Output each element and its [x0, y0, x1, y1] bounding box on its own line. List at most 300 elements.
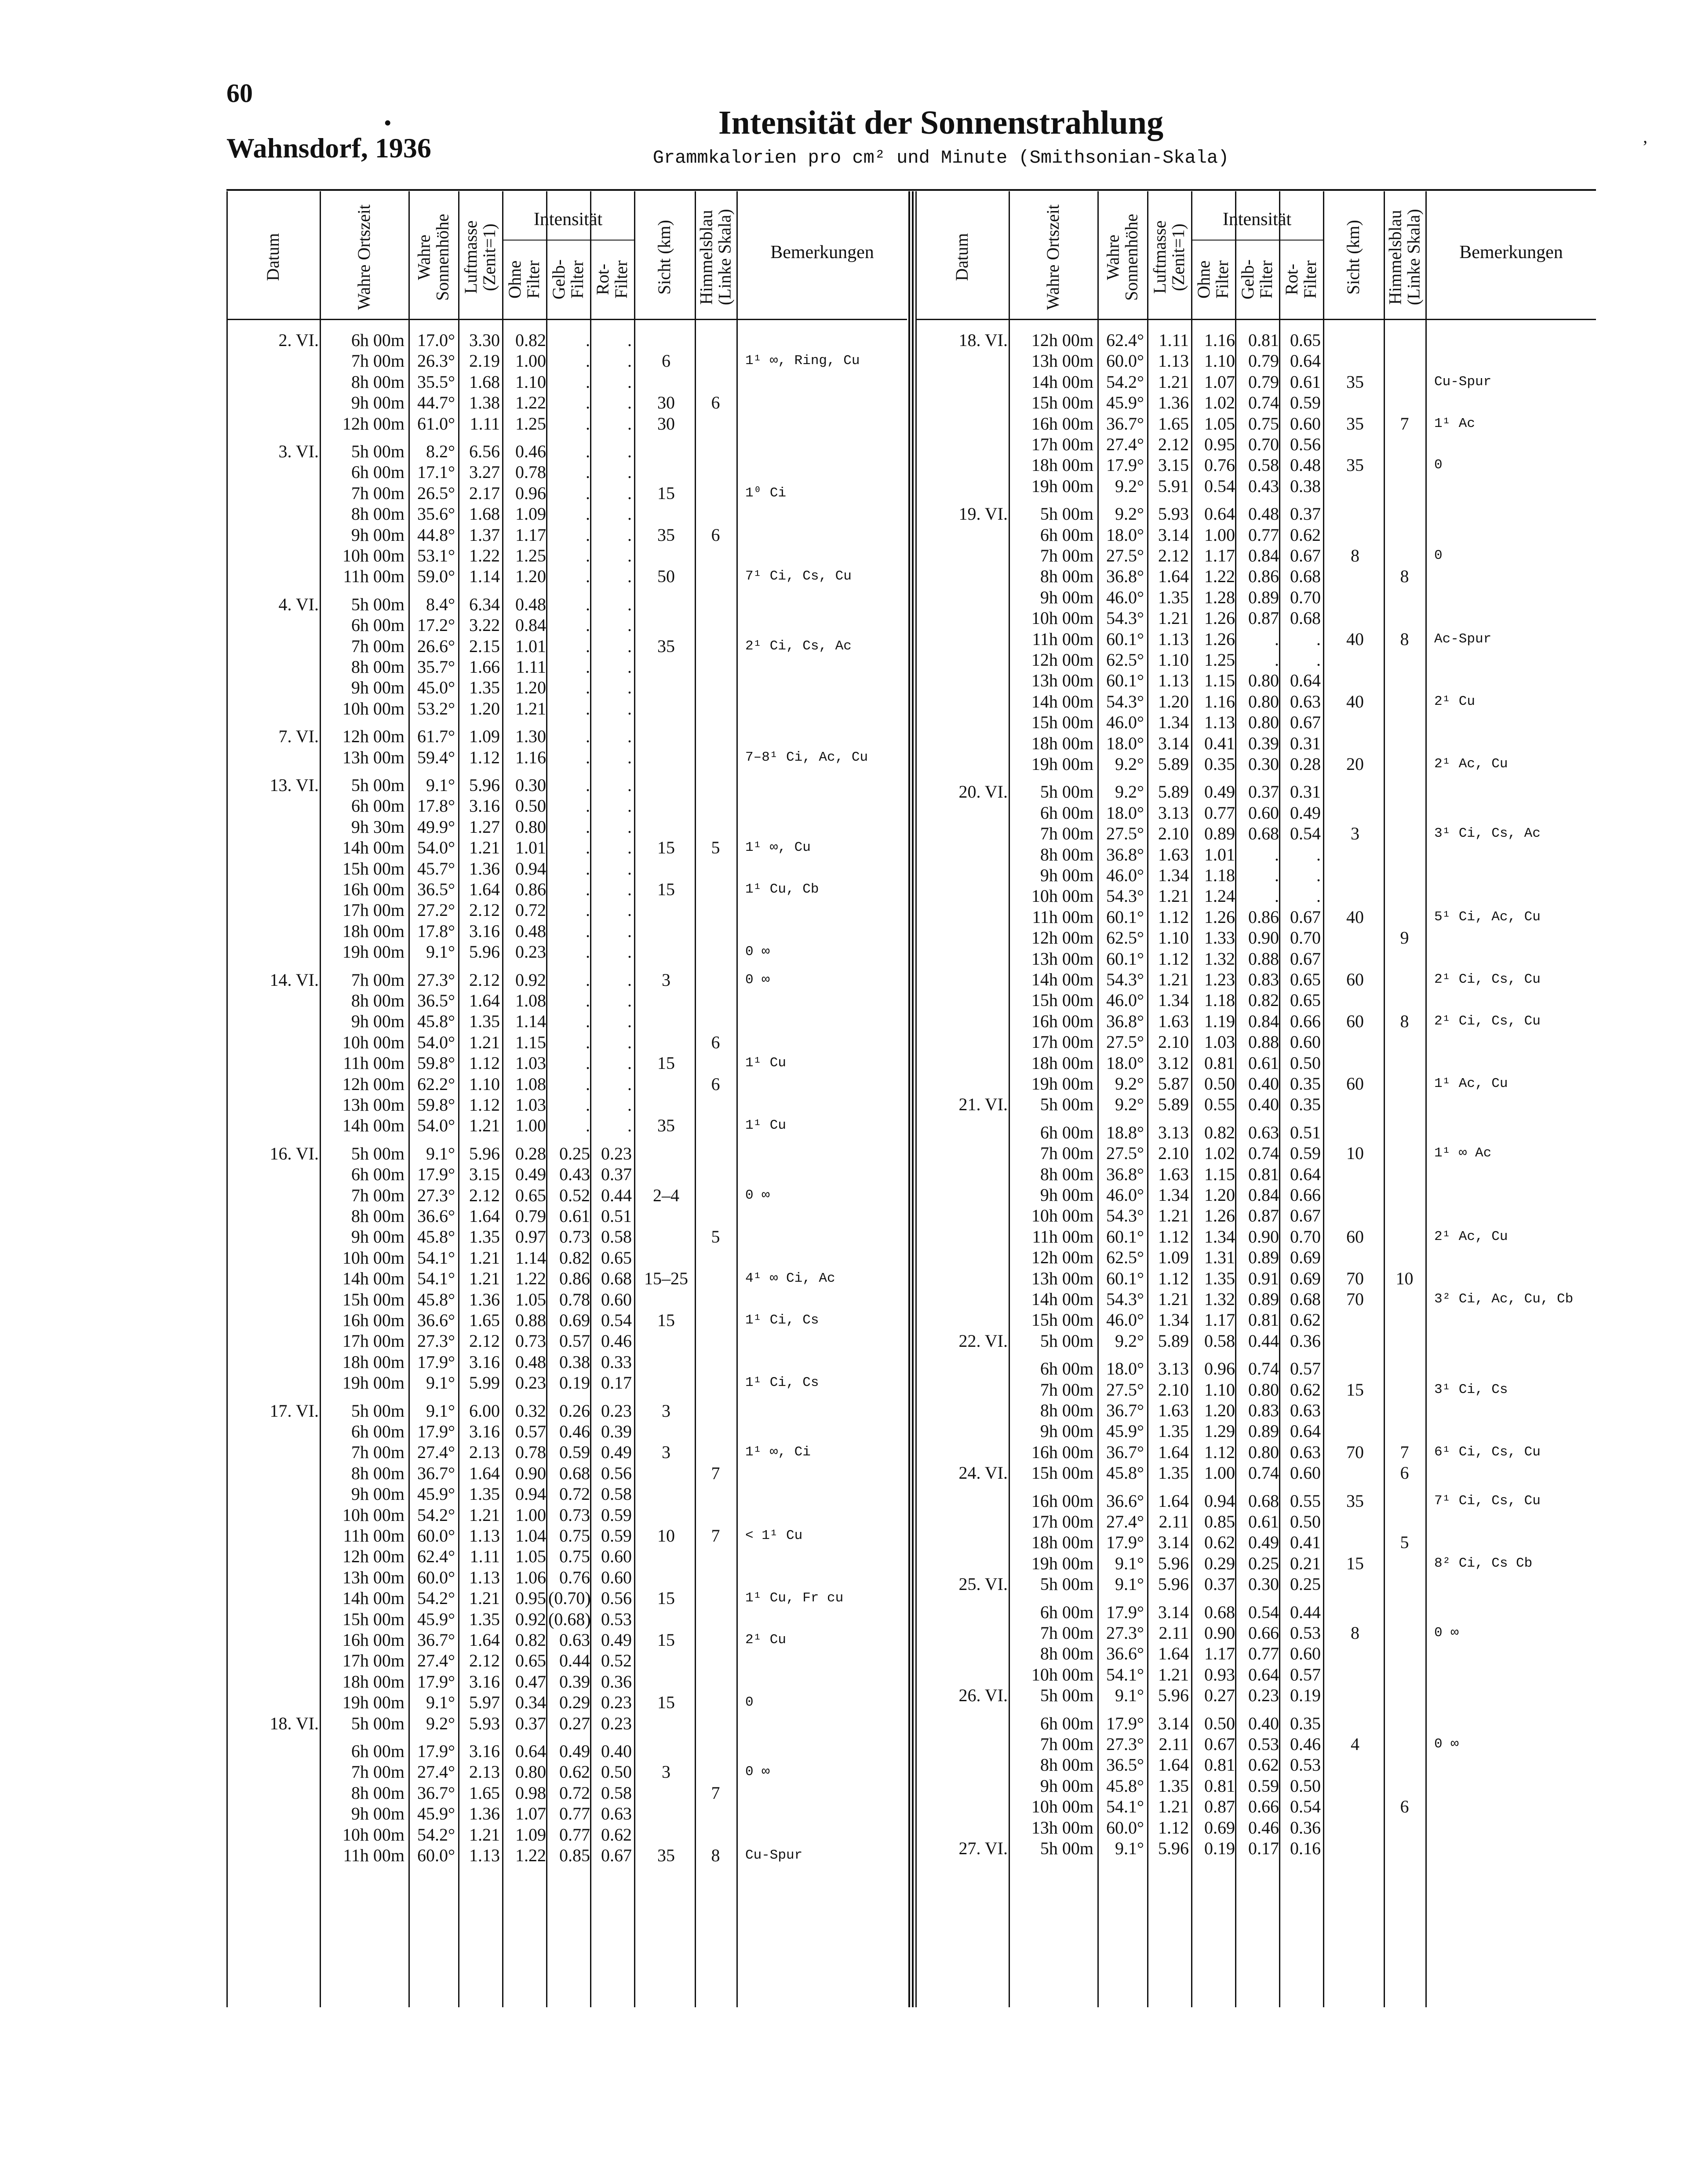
table-row — [226, 1074, 907, 1094]
table-row — [915, 330, 1596, 350]
airmass-cell: 5.97 — [469, 1692, 500, 1713]
intensity-ohne-cell: 0.65 — [515, 1651, 546, 1671]
table-row — [915, 1289, 1596, 1309]
intensity-gelb-cell: . — [586, 879, 590, 899]
intensity-rot-cell: 0.37 — [601, 1164, 632, 1185]
time-cell: 5h 00m — [1040, 1838, 1093, 1858]
intensity-ohne-cell: 1.07 — [1204, 372, 1235, 392]
intensity-gelb-cell: 0.86 — [1248, 907, 1279, 927]
intensity-ohne-cell: 0.89 — [1204, 824, 1235, 844]
intensity-gelb-cell: . — [1275, 865, 1279, 885]
time-cell: 12h 00m — [342, 1546, 404, 1567]
time-cell: 16h 00m — [1031, 413, 1093, 434]
intensity-gelb-cell: . — [586, 594, 590, 614]
intensity-rot-cell: 0.65 — [1290, 990, 1321, 1010]
table-row — [226, 1310, 907, 1331]
intensity-gelb-cell: . — [586, 858, 590, 879]
intensity-gelb-cell: 0.19 — [559, 1373, 590, 1393]
table-row — [226, 1845, 907, 1866]
bemerkung-cell: 1¹ Cu — [745, 1055, 787, 1071]
intensity-gelb-cell: 0.70 — [1248, 434, 1279, 454]
airmass-cell: 1.38 — [469, 393, 500, 413]
table-row — [915, 608, 1596, 628]
intensity-ohne-cell: 1.16 — [515, 747, 546, 767]
table-row — [226, 615, 907, 635]
time-cell: 14h 00m — [342, 1269, 404, 1289]
sicht-cell: 60 — [1346, 1011, 1364, 1031]
airmass-cell: 1.13 — [469, 1845, 500, 1865]
bemerkung-cell: 1¹ Ci, Cs — [745, 1313, 819, 1328]
altitude-cell: 26.3° — [417, 351, 455, 371]
airmass-cell: 1.21 — [469, 1269, 500, 1289]
altitude-cell: 27.5° — [1106, 1143, 1144, 1163]
table-row — [915, 1421, 1596, 1441]
table-row — [226, 1650, 907, 1671]
intensity-rot-cell: 0.67 — [1290, 907, 1321, 927]
intensity-ohne-cell: 0.23 — [515, 1373, 546, 1393]
intensity-ohne-cell: 0.50 — [1204, 1713, 1235, 1733]
intensity-ohne-cell: 1.19 — [1204, 1011, 1235, 1031]
intensity-gelb-cell: 0.69 — [559, 1310, 590, 1330]
intensity-gelb-cell: 0.83 — [1248, 970, 1279, 989]
altitude-cell: 62.5° — [1106, 1247, 1144, 1268]
intensity-gelb-cell: 0.58 — [1248, 455, 1279, 475]
intensity-gelb-cell: (0.70) — [548, 1588, 591, 1608]
altitude-cell: 17.9° — [417, 1671, 455, 1692]
intensity-rot-cell: 0.69 — [1290, 1247, 1321, 1268]
table-row — [226, 392, 907, 413]
intensity-gelb-cell: 0.30 — [1248, 754, 1279, 774]
sicht-cell: 15 — [657, 1630, 675, 1650]
intensity-gelb-cell: 0.91 — [1248, 1268, 1279, 1288]
airmass-cell: 1.21 — [1158, 608, 1189, 628]
altitude-cell: 35.6° — [417, 504, 455, 524]
intensity-ohne-cell: 0.48 — [515, 921, 546, 941]
airmass-cell: 1.65 — [469, 1310, 500, 1330]
intensity-gelb-cell: 0.25 — [1248, 1553, 1279, 1573]
intensity-rot-cell: 0.66 — [1290, 1185, 1321, 1205]
header-rot-filter: Rot- Filter — [593, 260, 631, 299]
time-cell: 8h 00m — [1040, 1644, 1093, 1664]
intensity-rot-cell: . — [627, 838, 632, 858]
time-cell: 5h 00m — [1040, 1574, 1093, 1594]
intensity-ohne-cell: 1.03 — [515, 1053, 546, 1073]
intensity-gelb-cell: 0.43 — [1248, 476, 1279, 496]
intensity-rot-cell: . — [627, 796, 632, 816]
altitude-cell: 54.3° — [1106, 970, 1144, 989]
intensity-rot-cell: 0.60 — [1290, 1463, 1321, 1483]
intensity-gelb-cell: 0.80 — [1248, 1379, 1279, 1400]
intensity-gelb-cell: 0.88 — [1248, 948, 1279, 969]
table-row — [915, 1164, 1596, 1185]
header-bottom-rule — [915, 319, 1596, 320]
table-row — [226, 525, 907, 545]
intensity-rot-cell: 0.64 — [1290, 1164, 1321, 1184]
intensity-gelb-cell: 0.77 — [1248, 525, 1279, 545]
altitude-cell: 36.5° — [1106, 1755, 1144, 1775]
intensity-ohne-cell: 0.64 — [515, 1741, 546, 1761]
altitude-cell: 27.3° — [1106, 1623, 1144, 1643]
airmass-cell: 1.65 — [469, 1783, 500, 1803]
time-cell: 8h 00m — [1040, 1755, 1093, 1775]
intensity-ohne-cell: 1.26 — [1204, 629, 1235, 649]
intensity-rot-cell: 0.56 — [1290, 434, 1321, 454]
altitude-cell: 60.1° — [1106, 948, 1144, 969]
bemerkung-cell: 7¹ Ci, Cs, Cu — [1434, 1493, 1541, 1509]
time-cell: 6h 00m — [1040, 525, 1093, 545]
intensity-rot-cell: 0.23 — [601, 1400, 632, 1421]
altitude-cell: 54.1° — [1106, 1664, 1144, 1684]
table-row — [915, 691, 1596, 712]
airmass-cell: 3.13 — [1158, 1359, 1189, 1379]
sicht-cell: 6 — [662, 351, 670, 371]
bemerkung-cell: 0 ∞ — [1434, 1625, 1459, 1641]
table-row — [915, 1574, 1596, 1594]
airmass-cell: 3.16 — [469, 1671, 500, 1692]
intensity-ohne-cell: 0.77 — [1204, 802, 1235, 823]
time-cell: 19h 00m — [342, 1373, 404, 1393]
intensity-ohne-cell: 1.22 — [1204, 566, 1235, 587]
time-cell: 5h 00m — [351, 1713, 404, 1733]
intensity-rot-cell: 0.59 — [1290, 1143, 1321, 1163]
intensity-rot-cell: 0.49 — [1290, 802, 1321, 823]
altitude-cell: 54.3° — [1106, 1206, 1144, 1226]
intensity-ohne-cell: 1.17 — [515, 525, 546, 545]
intensity-rot-cell: 0.64 — [1290, 351, 1321, 371]
intensity-rot-cell: . — [1316, 844, 1321, 864]
airmass-cell: 3.13 — [1158, 1122, 1189, 1142]
intensity-gelb-cell: 0.80 — [1248, 1442, 1279, 1462]
time-cell: 12h 00m — [342, 1074, 404, 1094]
intensity-rot-cell: 0.58 — [601, 1227, 632, 1247]
time-cell: 11h 00m — [343, 1526, 404, 1546]
intensity-gelb-cell: 0.63 — [1248, 1122, 1279, 1142]
himmelsblau-cell: 5 — [1400, 1532, 1409, 1553]
intensity-gelb-cell: 0.74 — [1248, 393, 1279, 413]
table-row — [226, 970, 907, 990]
intensity-ohne-cell: 0.87 — [1204, 1797, 1235, 1817]
intensity-rot-cell: . — [627, 615, 632, 635]
page-title: Intensität der Sonnenstrahlung — [718, 104, 1164, 141]
table-row — [226, 1824, 907, 1845]
table-row — [226, 1567, 907, 1588]
intensity-ohne-cell: 0.41 — [1204, 733, 1235, 753]
intensity-ohne-cell: 0.32 — [515, 1400, 546, 1421]
himmelsblau-cell: 8 — [1400, 1011, 1409, 1031]
altitude-cell: 27.4° — [1106, 1512, 1144, 1531]
intensity-rot-cell: 0.52 — [601, 1651, 632, 1671]
altitude-cell: 17.9° — [417, 1741, 455, 1761]
table-row — [915, 733, 1596, 754]
header-gelb-filter: Gelb- Filter — [1238, 259, 1276, 300]
table-row — [915, 350, 1596, 371]
intensity-gelb-cell: . — [1275, 844, 1279, 864]
intensity-gelb-cell: 0.89 — [1248, 1421, 1279, 1441]
time-cell: 9h 00m — [351, 1011, 404, 1032]
airmass-cell: 1.21 — [469, 1032, 500, 1052]
table-row — [226, 1226, 907, 1247]
sicht-cell: 15–25 — [644, 1269, 688, 1289]
table-row — [226, 1630, 907, 1650]
altitude-cell: 36.7° — [1106, 1400, 1144, 1420]
time-cell: 12h 00m — [1031, 1247, 1093, 1268]
airmass-cell: 5.99 — [469, 1373, 500, 1393]
bemerkung-cell: 0 ∞ — [745, 1187, 770, 1203]
intensity-ohne-cell: 1.08 — [515, 1074, 546, 1094]
sicht-cell: 70 — [1346, 1442, 1364, 1462]
intensity-ohne-cell: 1.14 — [515, 1247, 546, 1268]
intensity-rot-cell: 0.50 — [601, 1762, 632, 1782]
intensity-gelb-cell: 0.61 — [1248, 1053, 1279, 1073]
altitude-cell: 17.0° — [417, 330, 455, 350]
table-row — [226, 837, 907, 858]
time-cell: 10h 00m — [342, 1824, 404, 1845]
intensity-gelb-cell: 0.52 — [559, 1185, 590, 1205]
sicht-cell: 60 — [1346, 1226, 1364, 1247]
intensity-rot-cell: 0.44 — [1290, 1602, 1321, 1622]
intensity-rot-cell: 0.31 — [1290, 782, 1321, 802]
intensity-gelb-cell: 0.77 — [1248, 1644, 1279, 1664]
intensity-ohne-cell: 0.81 — [1204, 1776, 1235, 1796]
intensity-ohne-cell: 0.94 — [515, 858, 546, 879]
altitude-cell: 46.0° — [1106, 587, 1144, 607]
intensity-rot-cell: . — [627, 1095, 632, 1115]
time-cell: 8h 00m — [351, 991, 404, 1010]
intensity-rot-cell: 0.54 — [1290, 1797, 1321, 1817]
altitude-cell: 36.8° — [1106, 566, 1144, 587]
intensity-ohne-cell: 1.10 — [1204, 351, 1235, 371]
time-cell: 18h 00m — [342, 1671, 404, 1692]
airmass-cell: 1.63 — [1158, 1400, 1189, 1420]
table-row — [226, 698, 907, 719]
altitude-cell: 60.1° — [1106, 629, 1144, 649]
altitude-cell: 61.7° — [417, 726, 455, 747]
airmass-cell: 1.21 — [1158, 1289, 1189, 1309]
intensity-rot-cell: 0.53 — [1290, 1755, 1321, 1775]
table-row — [915, 503, 1596, 524]
table-row — [226, 545, 907, 566]
intensity-rot-cell: 0.48 — [1290, 455, 1321, 475]
table-row — [226, 1484, 907, 1504]
intensity-rot-cell: 0.33 — [601, 1352, 632, 1372]
table-row — [226, 795, 907, 816]
airmass-cell: 5.89 — [1158, 1094, 1189, 1115]
time-cell: 11h 00m — [1032, 1226, 1093, 1247]
sicht-cell: 35 — [1346, 1491, 1364, 1511]
intensity-gelb-cell: 0.84 — [1248, 1011, 1279, 1031]
altitude-cell: 27.4° — [417, 1442, 455, 1462]
sicht-cell: 30 — [657, 413, 675, 434]
altitude-cell: 59.4° — [417, 747, 455, 767]
time-cell: 6h 00m — [351, 1422, 404, 1441]
intensity-gelb-cell: 0.75 — [559, 1546, 590, 1567]
airmass-cell: 1.21 — [1158, 1797, 1189, 1817]
intensity-ohne-cell: 0.94 — [1204, 1491, 1235, 1511]
intensity-gelb-cell: 0.81 — [1248, 1164, 1279, 1184]
decorative-dot: • — [384, 110, 392, 135]
intensity-rot-cell: 0.39 — [601, 1422, 632, 1441]
intensity-rot-cell: 0.66 — [1290, 1011, 1321, 1031]
date-cell: 17. VI. — [270, 1400, 319, 1421]
airmass-cell: 1.20 — [1158, 691, 1189, 711]
intensity-gelb-cell: . — [586, 747, 590, 767]
altitude-cell: 18.8° — [1106, 1122, 1144, 1142]
intensity-rot-cell: 0.44 — [601, 1185, 632, 1205]
table-row — [915, 587, 1596, 608]
time-cell: 5h 00m — [351, 775, 404, 795]
airmass-cell: 6.00 — [469, 1400, 500, 1421]
table-row — [915, 649, 1596, 670]
intensity-gelb-cell: 0.49 — [1248, 1532, 1279, 1553]
intensity-gelb-cell: 0.73 — [559, 1505, 590, 1525]
intensity-gelb-cell: 0.87 — [1248, 608, 1279, 628]
airmass-cell: 5.96 — [1158, 1574, 1189, 1594]
bemerkung-cell: 1¹ ∞, Ci — [745, 1444, 811, 1460]
intensity-ohne-cell: 1.03 — [515, 1095, 546, 1115]
sicht-cell: 3 — [662, 970, 670, 990]
table-row — [226, 1761, 907, 1782]
intensity-rot-cell: 0.60 — [601, 1567, 632, 1587]
airmass-cell: 1.09 — [1158, 1247, 1189, 1268]
bemerkung-cell: 6¹ Ci, Cs, Cu — [1434, 1444, 1541, 1460]
time-cell: 14h 00m — [1031, 970, 1093, 989]
intensity-gelb-cell: 0.76 — [559, 1567, 590, 1587]
intensity-rot-cell: 0.67 — [1290, 712, 1321, 733]
airmass-cell: 1.64 — [1158, 1442, 1189, 1462]
intensity-rot-cell: 0.60 — [1290, 1032, 1321, 1052]
table-row — [226, 483, 907, 503]
time-cell: 10h 00m — [1031, 1206, 1093, 1226]
table-row — [226, 1421, 907, 1442]
intensity-gelb-cell: . — [1275, 886, 1279, 906]
intensity-ohne-cell: 0.86 — [515, 879, 546, 899]
table-row — [915, 1032, 1596, 1052]
airmass-cell: 5.87 — [1158, 1074, 1189, 1094]
header-hoehe: Wahre Sonnenhöhe — [414, 214, 452, 301]
intensity-rot-cell: . — [627, 879, 632, 899]
intensity-gelb-cell: . — [586, 393, 590, 413]
himmelsblau-cell: 7 — [1400, 1442, 1409, 1462]
time-cell: 16h 00m — [342, 879, 404, 899]
header-sicht: Sicht (km) — [654, 220, 674, 295]
intensity-gelb-cell: 0.87 — [1248, 1206, 1279, 1226]
intensity-ohne-cell: 1.00 — [1204, 525, 1235, 545]
time-cell: 18h 00m — [1031, 455, 1093, 475]
time-cell: 8h 00m — [351, 504, 404, 524]
altitude-cell: 17.9° — [1106, 1713, 1144, 1733]
time-cell: 12h 00m — [1031, 650, 1093, 670]
table-row — [915, 990, 1596, 1010]
time-cell: 19h 00m — [342, 1692, 404, 1713]
intensity-rot-cell: 0.54 — [601, 1310, 632, 1330]
intensity-ohne-cell: 1.22 — [515, 1845, 546, 1865]
intensity-ohne-cell: 1.20 — [515, 566, 546, 587]
airmass-cell: 3.14 — [1158, 733, 1189, 753]
intensity-gelb-cell: 0.61 — [1248, 1512, 1279, 1531]
time-cell: 19h 00m — [342, 942, 404, 962]
table-row — [915, 865, 1596, 886]
intensity-group-rule — [502, 240, 634, 241]
intensity-gelb-cell: . — [586, 991, 590, 1010]
table-row — [915, 1400, 1596, 1421]
intensity-rot-cell: 0.23 — [601, 1713, 632, 1733]
time-cell: 7h 00m — [351, 483, 404, 503]
altitude-cell: 36.7° — [417, 1630, 455, 1650]
intensity-ohne-cell: 0.95 — [1204, 434, 1235, 454]
intensity-rot-cell: 0.57 — [1290, 1664, 1321, 1684]
intensity-ohne-cell: 0.93 — [1204, 1664, 1235, 1684]
time-cell: 16h 00m — [1031, 1011, 1093, 1031]
intensity-ohne-cell: 0.81 — [1204, 1755, 1235, 1775]
airmass-cell: 1.13 — [1158, 671, 1189, 691]
time-cell: 7h 00m — [1040, 1143, 1093, 1163]
himmelsblau-cell: 8 — [1400, 566, 1409, 587]
airmass-cell: 1.10 — [469, 1074, 500, 1094]
intensity-rot-cell: . — [627, 546, 632, 565]
intensity-gelb-cell: . — [586, 775, 590, 795]
intensity-gelb-cell: 0.40 — [1248, 1074, 1279, 1094]
intensity-ohne-cell: 1.16 — [1204, 691, 1235, 711]
intensity-rot-cell: . — [627, 594, 632, 614]
intensity-rot-cell: . — [627, 525, 632, 545]
altitude-cell: 18.0° — [1106, 802, 1144, 823]
table-row — [915, 525, 1596, 545]
intensity-ohne-cell: 1.00 — [515, 1116, 546, 1136]
intensity-ohne-cell: 0.28 — [515, 1143, 546, 1163]
intensity-rot-cell: 0.28 — [1290, 754, 1321, 774]
intensity-rot-cell: 0.62 — [1290, 1379, 1321, 1400]
header-zeit: Wahre Ortszeit — [354, 204, 374, 310]
time-cell: 10h 00m — [342, 1247, 404, 1268]
airmass-cell: 3.16 — [469, 796, 500, 816]
altitude-cell: 36.6° — [417, 1310, 455, 1330]
airmass-cell: 3.16 — [469, 1422, 500, 1441]
sicht-cell: 35 — [657, 1845, 675, 1865]
intensity-ohne-cell: 1.34 — [1204, 1226, 1235, 1247]
table-row — [226, 1525, 907, 1546]
altitude-cell: 18.0° — [1106, 733, 1144, 753]
intensity-rot-cell: 0.65 — [601, 1247, 632, 1268]
altitude-cell: 27.4° — [1106, 434, 1144, 454]
sicht-cell: 8 — [1351, 1623, 1359, 1643]
intensity-gelb-cell: 0.74 — [1248, 1143, 1279, 1163]
time-cell: 18h 00m — [342, 921, 404, 941]
airmass-cell: 1.20 — [469, 698, 500, 718]
bemerkung-cell: 4¹ ∞ Ci, Ac — [745, 1271, 835, 1287]
altitude-cell: 18.0° — [1106, 1053, 1144, 1073]
time-cell: 7h 00m — [1040, 1379, 1093, 1400]
header-luftmasse: Luftmasse (Zenit=1) — [1150, 220, 1188, 294]
airmass-cell: 1.65 — [1158, 413, 1189, 434]
intensity-ohne-cell: 1.31 — [1204, 1247, 1235, 1268]
intensity-rot-cell: . — [627, 726, 632, 747]
airmass-cell: 1.35 — [469, 1484, 500, 1504]
time-cell: 15h 00m — [1031, 712, 1093, 733]
intensity-ohne-cell: 0.76 — [1204, 455, 1235, 475]
time-cell: 8h 00m — [1040, 1164, 1093, 1184]
intensity-rot-cell: . — [627, 1032, 632, 1052]
time-cell: 6h 00m — [1040, 1359, 1093, 1379]
airmass-cell: 1.11 — [1159, 330, 1189, 350]
airmass-cell: 2.10 — [1158, 1379, 1189, 1400]
intensity-gelb-cell: 0.80 — [1248, 712, 1279, 733]
altitude-cell: 46.0° — [1106, 865, 1144, 885]
intensity-rot-cell: . — [1316, 629, 1321, 649]
bemerkung-cell: 1¹ ∞, Ring, Cu — [745, 353, 860, 369]
sicht-cell: 30 — [657, 393, 675, 413]
intensity-gelb-cell: . — [586, 483, 590, 503]
table-row — [226, 566, 907, 587]
